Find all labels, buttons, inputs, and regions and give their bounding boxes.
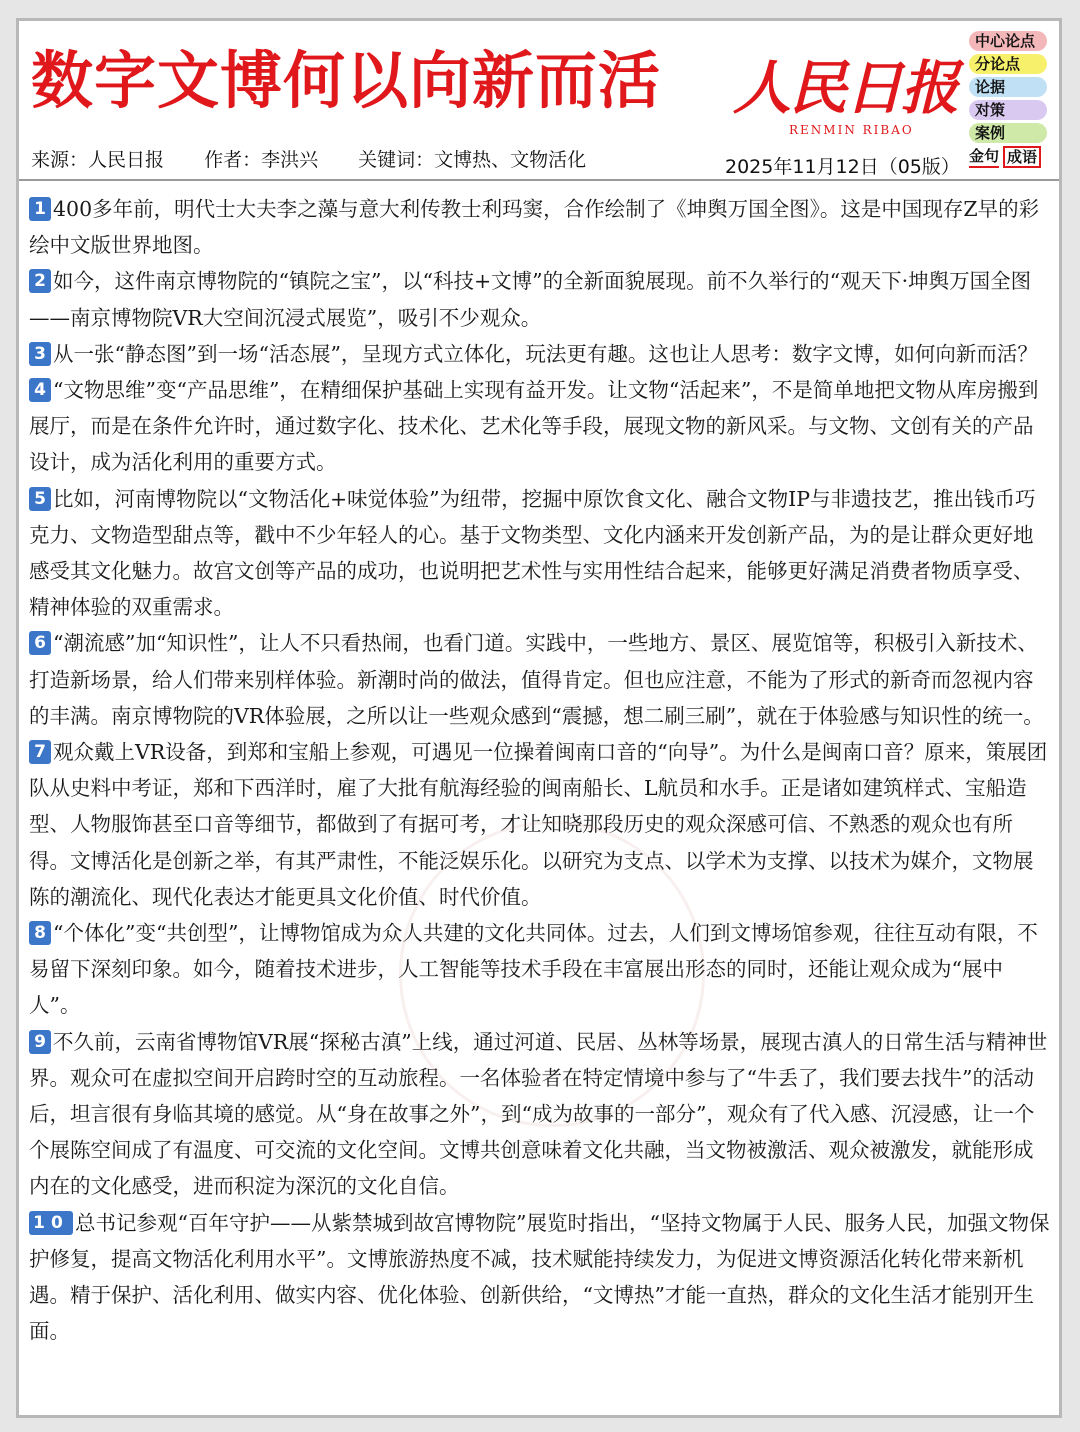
paragraph <box>29 191 1051 263</box>
paragraph-text: 400多年前，明代士大夫李之藻与意大利传教士利玛窦，合作绘制了《坤舆万国全图》。这是中国现存Z早的彩绘中文版世界地图。 <box>29 197 1040 258</box>
author-label: 作者：李洪兴 <box>204 149 319 171</box>
logo-pinyin: RENMIN RIBAO <box>789 123 914 137</box>
article-meta <box>31 145 620 172</box>
paragraph-text: “个体化”变“共创型”，让博物馆成为众人共建的文化共同体。过去，人们到文博场馆参观，往往互动有限，不易留下深刻印象。如今，随着技术进步，人工智能等技术手段在丰富展出形态的同时，还能让观众成为“展中人”。 <box>29 921 1038 1018</box>
paragraph <box>29 1024 1051 1205</box>
paragraph <box>29 1205 1051 1350</box>
paragraph-text: “文物思维”变“产品思维”，在精细保护基础上实现有益开发。让文物“活起来”，不是简单地把文物从库房搬到展厅，而是在条件允许时，通过数字化、技术化、艺术化等手段，展现文物的新风采。与文物、文创有关的产品设计，成为活化利用的重要方式。 <box>29 378 1039 475</box>
paragraph <box>29 734 1051 915</box>
article-card <box>16 18 1062 1418</box>
issue-date: 2025年11月12日（05版） <box>725 156 960 178</box>
paragraph <box>29 263 1051 335</box>
legend-gold-sentence: 金句 <box>969 146 999 168</box>
paragraph-text: 比如，河南博物院以“文物活化+味觉体验”为纽带，挖掘中原饮食文化、融合文物IP与非遗技艺，推出钱币巧克力、文物造型甜点等，戳中不少年轻人的心。基于文物类型、文化内涵来开发创新产品，为的是让群众更好地感受其文化魅力。故宫文创等产品的成功，也说明把艺术性与实用性结合起来，能够更好满足消费者物质享受、精神体验的双重需求。 <box>29 486 1036 620</box>
paragraph-text: 总书记参观“百年守护——从紫禁城到故宫博物院”展览时指出，“坚持文物属于人民、服务人民，加强文物保护修复，提高文物活化利用水平”。文博旅游热度不减，技术赋能持续发力，为促进文博资源活化转化带来新机遇。精于保护、活化利用、做实内容、优化体验、创新供给，“文博热”才能一直热，群众的文化生活才能别开生面。 <box>29 1210 1050 1344</box>
paragraph-number-badge: 6 <box>29 631 51 655</box>
legend-tag-measure: 对策 <box>969 100 1047 120</box>
keywords-label: 关键词：文博热、文物活化 <box>358 149 587 171</box>
logo-calligraphy: 人民日报 <box>733 54 958 122</box>
article-body <box>29 191 1051 1350</box>
paragraph <box>29 915 1051 1024</box>
paragraph-number-badge: 5 <box>29 487 51 511</box>
paragraph-number-badge: 8 <box>29 921 51 945</box>
source-label: 来源：人民日报 <box>31 149 165 171</box>
paragraph-number-badge: 10 <box>29 1211 73 1235</box>
paragraph-text: 如今，这件南京博物院的“镇院之宝”，以“科技+文博”的全新面貌展现。前不久举行的“观天下·坤舆万国全图——南京博物院VR大空间沉浸式展览”，吸引不少观众。 <box>29 269 1032 330</box>
paragraph-text: 从一张“静态图”到一场“活态展”，呈现方式立体化，玩法更有趣。这也让人思考：数字文博，如何向新而活？ <box>53 341 1038 366</box>
paragraph-number-badge: 1 <box>29 197 51 221</box>
header <box>19 21 1059 181</box>
paragraph-number-badge: 2 <box>29 269 51 293</box>
paragraph <box>29 625 1051 734</box>
paragraph-number-badge: 4 <box>29 378 51 402</box>
paragraph-text: “潮流感”加“知识性”，让人不只看热闹，也看门道。实践中，一些地方、景区、展览馆等，积极引入新技术、打造新场景，给人们带来别样体验。新潮时尚的做法，值得肯定。但也应注意，不能为了形式的新奇而忽视内容的丰满。南京博物院的VR体验展，之所以让一些观众感到“震撼，想二刷三刷”，就在于体验感与知识性的统一。 <box>29 631 1044 728</box>
paragraph-text: 观众戴上VR设备，到郑和宝船上参观，可遇见一位操着闽南口音的“向导”。为什么是闽南口音？原来，策展团队从史料中考证，郑和下西洋时，雇了大批有航海经验的闽南船长、L航员和水手。正是诸如建筑样式、宝船造型、人物服饰甚至口音等细节，都做到了有据可考，才让知晓那段历史的观众深感可信、不熟悉的观众也有所得。文博活化是创新之举，有其严肃性，不能泛娱乐化。以研究为支点、以学术为支撑、以技术为媒介，文物展陈的潮流化、现代化表达才能更具文化价值、时代价值。 <box>29 740 1048 909</box>
paragraph <box>29 336 1051 372</box>
highlight-legend <box>969 31 1061 168</box>
paragraph-number-badge: 3 <box>29 342 51 366</box>
paragraph-text: 不久前，云南省博物馆VR展“探秘古滇”上线，通过河道、民居、丛林等场景，展现古滇人的日常生活与精神世界。观众可在虚拟空间开启跨时空的互动旅程。一名体验者在特定情境中参与了“牛丢了，我们要去找牛”的活动后，坦言很有身临其境的感觉。从“身在故事之外”，到“成为故事的一部分”，观众有了代入感、沉浸感，让一个个展陈空间成了有温度、可交流的文化空间。文博共创意味着文化共融，当文物被激活、观众被激发，就能形成内在的文化感受，进而积淀为深沉的文化自信。 <box>29 1029 1048 1199</box>
paragraph-number-badge: 9 <box>29 1030 51 1054</box>
legend-tag-sub: 分论点 <box>969 54 1047 74</box>
paragraph-number-badge: 7 <box>29 740 51 764</box>
legend-tag-central: 中心论点 <box>969 31 1047 51</box>
legend-tag-evidence: 论据 <box>969 77 1047 97</box>
paragraph <box>29 372 1051 481</box>
newspaper-logo <box>729 35 958 143</box>
legend-tag-case: 案例 <box>969 123 1047 143</box>
page-title: 数字文博何以向新而活 <box>31 44 662 117</box>
legend-idiom: 成语 <box>1003 146 1041 168</box>
paragraph <box>29 481 1051 626</box>
